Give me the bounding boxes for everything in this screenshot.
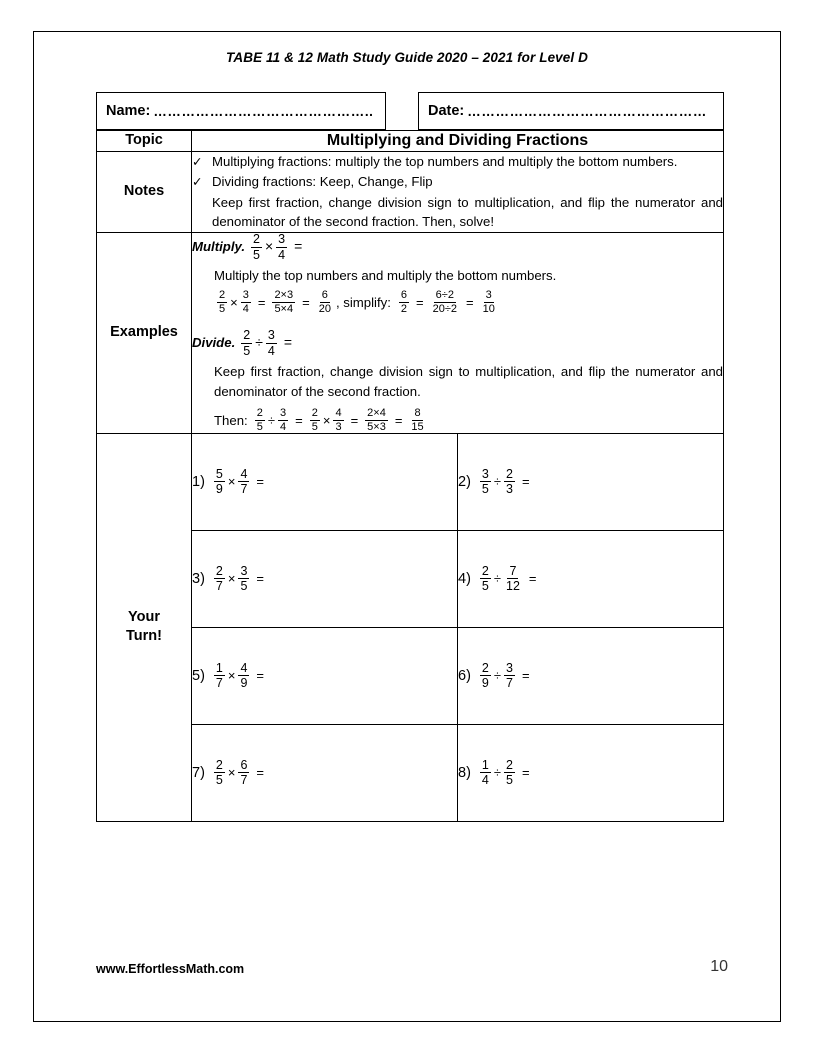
- multiply-work-line: [214, 290, 723, 315]
- problem-number: 7): [192, 764, 205, 781]
- equals-sign: =: [466, 295, 474, 311]
- note-text: Multiplying fractions: multiply the top numbers and multiply the bottom numbers.: [212, 153, 678, 169]
- problem-cell[interactable]: [458, 627, 724, 724]
- fraction: $\frac{4}{9}$: [240, 660, 248, 691]
- problem-number: 1): [192, 473, 205, 490]
- then-label: Then:: [214, 412, 248, 428]
- operator: ÷: [493, 765, 501, 781]
- fraction: $\frac{2}{7}$: [215, 563, 223, 594]
- equals-sign: =: [256, 668, 264, 684]
- page-border: [33, 31, 781, 1022]
- your-turn-row-2: [97, 530, 724, 627]
- problem-8: [458, 759, 723, 787]
- name-label: Name:: [106, 103, 151, 119]
- fraction: $\frac{2\times 3}{5\times 4}$: [274, 289, 294, 316]
- examples-row: [97, 233, 724, 433]
- problem-1: [192, 468, 457, 496]
- fraction: $\frac{4}{3}$: [335, 406, 342, 433]
- equals-sign: =: [256, 474, 264, 490]
- problem-cell[interactable]: [192, 627, 458, 724]
- problem-cell[interactable]: [458, 530, 724, 627]
- equals-sign: =: [283, 334, 293, 351]
- topic-value-cell: Multiplying and Dividing Fractions: [192, 131, 724, 152]
- fraction: $\frac{2}{9}$: [481, 660, 489, 691]
- fraction: $\frac{1}{4}$: [481, 757, 489, 788]
- equals-sign: =: [521, 474, 530, 490]
- equals-sign: =: [256, 571, 264, 587]
- fraction: $\frac{2}{5}$: [481, 563, 489, 594]
- fraction: $\frac{3}{5}$: [240, 563, 248, 594]
- operator: ÷: [493, 668, 501, 684]
- operator: ÷: [255, 334, 263, 351]
- fraction: $\frac{7}{12}$: [506, 563, 520, 594]
- multiply-explanation: Multiply the top numbers and multiply the bottom numbers.: [214, 268, 557, 284]
- fraction: $\frac{3}{4}$: [267, 328, 275, 358]
- problem-cell[interactable]: [192, 530, 458, 627]
- name-dotted-line: ………………………………………..: [153, 103, 374, 119]
- fraction: $\frac{6}{7}$: [240, 757, 248, 788]
- fraction: $\frac{2}{5}$: [311, 406, 318, 433]
- fraction: $\frac{4}{7}$: [240, 466, 248, 497]
- fraction: $\frac{6}{2}$: [400, 289, 408, 316]
- fraction: $\frac{2}{5}$: [219, 289, 226, 316]
- multiply-example-heading-line: [192, 233, 723, 261]
- your-turn-row-3: [97, 627, 724, 724]
- equals-sign: =: [394, 412, 403, 428]
- notes-content-cell: [192, 151, 724, 233]
- name-field[interactable]: [96, 92, 386, 130]
- operator: ×: [322, 412, 331, 428]
- equals-sign: =: [295, 412, 303, 428]
- problem-number: 8): [458, 764, 471, 781]
- fraction: $\frac{2}{5}$: [506, 757, 513, 788]
- equals-sign: =: [521, 668, 530, 684]
- fraction: $\frac{3}{10}$: [482, 289, 495, 316]
- equals-sign: =: [521, 765, 530, 781]
- notes-row: [97, 151, 724, 233]
- problem-5: [192, 662, 457, 690]
- document-title: TABE 11 & 12 Math Study Guide 2020 – 2021 for Level D: [226, 50, 588, 65]
- footer-page-number: 10: [710, 958, 728, 975]
- operator: ×: [227, 571, 236, 587]
- your-turn-label-cell: [97, 433, 192, 821]
- operator: ÷: [493, 474, 501, 490]
- date-field[interactable]: [418, 92, 724, 130]
- equals-sign: =: [256, 765, 264, 781]
- topic-label-cell: Topic: [97, 131, 192, 152]
- fraction: $\frac{3}{4}$: [242, 289, 249, 316]
- problem-number: 4): [458, 570, 471, 587]
- problem-2: [458, 468, 723, 496]
- date-dotted-line: ……………………………………………: [467, 103, 707, 119]
- multiply-heading: Multiply.: [192, 238, 245, 254]
- check-icon: ✓: [192, 154, 203, 169]
- simplify-label: , simplify:: [335, 295, 391, 311]
- note-item: [192, 152, 723, 172]
- divide-work-line: [214, 408, 723, 433]
- your-turn-row-4: [97, 724, 724, 821]
- fraction: $\frac{6}{20}$: [318, 289, 331, 316]
- fraction: $\frac{2}{5}$: [243, 328, 251, 358]
- fraction: $\frac{3}{4}$: [278, 232, 286, 262]
- fraction: $\frac{5}{9}$: [215, 466, 223, 497]
- operator: ×: [230, 295, 238, 311]
- problem-3: [192, 565, 457, 593]
- divide-heading: Divide.: [192, 334, 236, 350]
- problem-number: 6): [458, 667, 471, 684]
- problem-number: 2): [458, 473, 471, 490]
- fraction: $\frac{2}{5}$: [253, 232, 260, 262]
- operator: ÷: [493, 571, 501, 587]
- problem-4: [458, 565, 723, 593]
- problem-number: 3): [192, 570, 205, 587]
- your-turn-row-1: [97, 433, 724, 530]
- divide-explanation: Keep first fraction, change division sign to multiplication, and flip the numerator and denominator of the second fraction.: [214, 364, 723, 399]
- fraction: $\frac{2}{3}$: [506, 466, 513, 497]
- operator: ×: [227, 765, 236, 781]
- operator: ×: [264, 238, 274, 255]
- note-text: Dividing fractions: Keep, Change, Flip: [212, 174, 433, 190]
- examples-label-cell: Examples: [97, 233, 192, 433]
- check-icon: ✓: [192, 175, 203, 190]
- equals-sign: =: [416, 295, 424, 311]
- problem-cell[interactable]: [458, 433, 724, 530]
- note-item: [192, 172, 723, 192]
- fraction: $\frac{3}{5}$: [481, 466, 489, 497]
- fraction: $\frac{1}{7}$: [215, 660, 223, 691]
- equals-sign: =: [302, 295, 310, 311]
- topic-row: [97, 131, 724, 152]
- your-turn-label-line1: Your: [128, 608, 160, 625]
- name-date-row: [96, 92, 724, 130]
- problem-cell[interactable]: [192, 724, 458, 821]
- fraction: $\frac{2\times 4}{5\times 3}$: [367, 406, 386, 433]
- problem-number: 5): [192, 667, 205, 684]
- equals-sign: =: [528, 571, 537, 587]
- fraction: $\frac{6\div 2}{20\div 2}$: [432, 289, 458, 316]
- equals-sign: =: [350, 412, 359, 428]
- divide-example-heading-line: [192, 329, 723, 357]
- fraction: $\frac{2}{5}$: [215, 757, 223, 788]
- fraction: $\frac{3}{7}$: [506, 660, 513, 691]
- footer-website[interactable]: www.EffortlessMath.com: [96, 962, 245, 976]
- note-subtext: Keep first fraction, change division sign to multiplication, and flip the numerator and denominator of the second fraction. Then, solve!: [212, 194, 723, 230]
- operator: ×: [227, 668, 236, 684]
- problem-cell[interactable]: [192, 433, 458, 530]
- problem-7: [192, 759, 457, 787]
- notes-label-cell: Notes: [97, 151, 192, 233]
- operator: ×: [227, 474, 236, 490]
- equals-sign: =: [294, 238, 303, 255]
- problem-6: [458, 662, 723, 690]
- your-turn-label-line2: Turn!: [126, 628, 162, 645]
- examples-content-cell: [192, 233, 724, 433]
- date-label: Date:: [428, 103, 465, 119]
- fraction: $\frac{3}{4}$: [280, 406, 287, 433]
- equals-sign: =: [257, 295, 266, 311]
- problem-cell[interactable]: [458, 724, 724, 821]
- fraction: $\frac{2}{5}$: [256, 406, 263, 433]
- operator: ÷: [267, 412, 275, 428]
- fraction: $\frac{8}{15}$: [411, 406, 424, 433]
- study-guide-table: [96, 130, 724, 822]
